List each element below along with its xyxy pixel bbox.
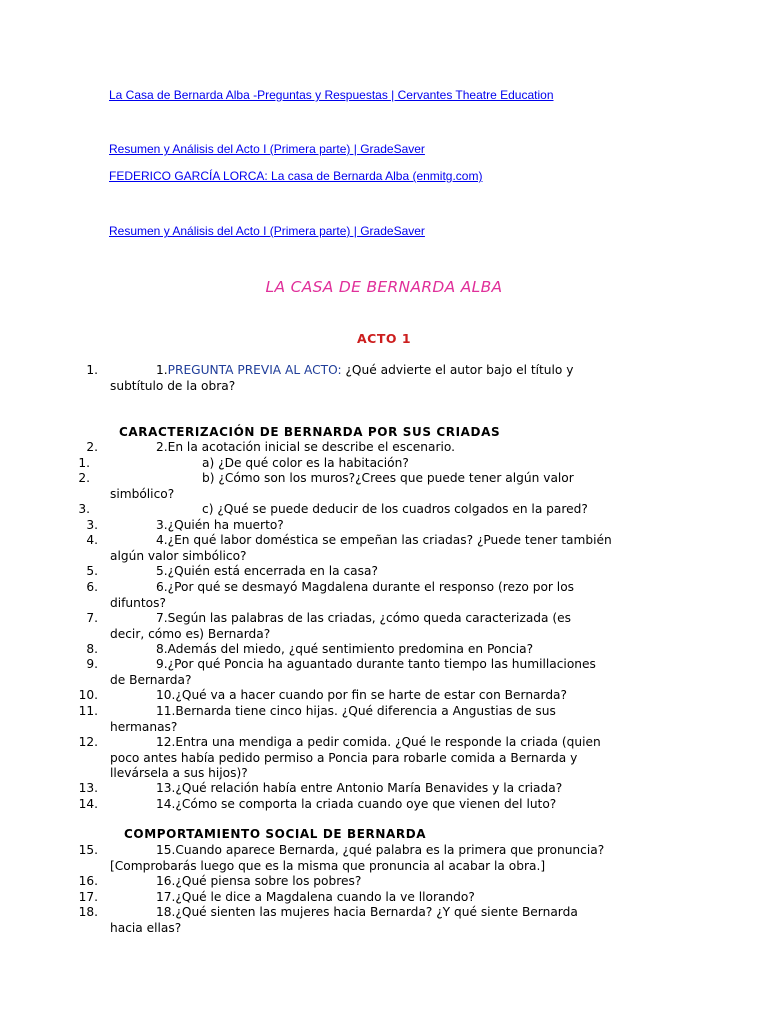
document-title: LA CASA DE BERNARDA ALBA [265,278,503,296]
item-line: llevársela a sus hijos)? [110,766,248,780]
link-enmitg[interactable]: FEDERICO GARCÍA LORCA: La casa de Bernarda Alba (enmitg.com) [109,169,483,183]
item-line: de Bernarda? [110,672,192,687]
item-line: 3.¿Quién ha muerto? [156,518,284,532]
item-text [110,781,638,797]
item-line: 6.¿Por qué se desmayó Magdalena durante el responso (rezo por los [156,580,575,594]
item-number: 15. [78,843,98,857]
item-number: 8. [86,642,98,656]
item-number: 11. [78,704,98,718]
item-line: 15.Cuando aparece Bernarda, ¿qué palabra es la primera que pronuncia? [156,843,605,857]
item-number: 10. [78,688,98,702]
section-heading-comportamiento: COMPORTAMIENTO SOCIAL DE BERNARDA [124,827,427,841]
item-text [110,657,638,688]
item-line: hermanas? [110,719,178,734]
item-number: 2. [86,440,98,454]
section-heading-criadas: CARACTERIZACIÓN DE BERNARDA POR SUS CRIADAS [119,425,501,439]
item-line: [Comprobarás luego que es la misma que pronuncia al acabar la obra.] [110,858,546,873]
item-text [110,688,638,704]
item-text [110,642,638,658]
item-number: 14. [78,797,98,811]
item-text [110,564,638,580]
item-number: 1. [78,456,90,470]
item-line: difuntos? [110,595,166,610]
item-text [110,797,638,813]
q1-highlight: PREGUNTA PREVIA AL ACTO: [167,363,342,377]
item-number: 18. [78,905,98,919]
item-line: a) ¿De qué color es la habitación? [202,456,409,470]
item-line: algún valor simbólico? [110,548,247,563]
item-line: 7.Según las palabras de las criadas, ¿cómo queda caracterizada (es [156,611,571,625]
item-line: decir, cómo es) Bernarda? [110,626,271,641]
item-line: b) ¿Cómo son los muros?¿Crees que puede tener algún valor [202,471,574,485]
item-line: 10.¿Qué va a hacer cuando por fin se harte de estar con Bernarda? [156,688,567,702]
item-number: 2. [78,471,90,485]
link-cervantes-theatre[interactable]: La Casa de Bernarda Alba -Preguntas y Respuestas | Cervantes Theatre Education [109,88,554,102]
item-number: 3. [86,518,98,532]
item-line: 12.Entra una mendiga a pedir comida. ¿Qué le responde la criada (quien [156,735,601,749]
link-gradesaver-1[interactable]: Resumen y Análisis del Acto I (Primera parte) | GradeSaver [109,142,425,156]
item-text [110,533,638,564]
item-text [110,704,638,735]
item-line: 8.Además del miedo, ¿qué sentimiento predomina en Poncia? [156,642,534,656]
item-number: 4. [86,533,98,547]
item-line: 5.¿Quién está encerrada en la casa? [156,564,378,578]
item-text [110,735,638,782]
item-line: poco antes había pedido permiso a Poncia para robarle comida a Bernarda y [110,750,578,765]
item-text [110,440,638,456]
item-line: subtítulo de la obra? [110,378,236,393]
item-line [110,363,573,377]
item-line: c) ¿Qué se puede deducir de los cuadros colgados en la pared? [202,502,588,516]
item-line: 16.¿Qué piensa sobre los pobres? [156,874,362,888]
item-number: 3. [78,502,90,516]
item-text [110,518,638,534]
item-text [110,363,638,394]
item-number: 16. [78,874,98,888]
item-line: 18.¿Qué sienten las mujeres hacia Bernarda? ¿Y qué siente Bernarda [156,905,578,919]
item-line: 17.¿Qué le dice a Magdalena cuando la ve llorando? [156,890,475,904]
item-line: 9.¿Por qué Poncia ha aguantado durante tanto tiempo las humillaciones [156,657,596,671]
item-number: 12. [78,735,98,749]
item-number: 17. [78,890,98,904]
item-text [110,905,638,936]
item-text [110,471,638,502]
link-gradesaver-2[interactable]: Resumen y Análisis del Acto I (Primera parte) | GradeSaver [109,224,425,238]
q1-rest: ¿Qué advierte el autor bajo el título y [341,363,574,377]
item-text [110,580,638,611]
item-text [110,456,638,472]
item-number: 5. [86,564,98,578]
item-number: 1. [86,363,98,377]
q1-prefix: 1. [156,363,168,377]
item-number: 13. [78,781,98,795]
item-number: 9. [86,657,98,671]
item-text [110,843,638,874]
item-line: 13.¿Qué relación había entre Antonio María Benavides y la criada? [156,781,563,795]
item-line: simbólico? [110,486,175,501]
item-text [110,611,638,642]
item-line: 4.¿En qué labor doméstica se empeñan las criadas? ¿Puede tener también [156,533,612,547]
item-text [110,874,638,890]
item-number: 6. [86,580,98,594]
item-text [110,890,638,906]
item-line: hacia ellas? [110,920,182,935]
item-line: 14.¿Cómo se comporta la criada cuando oye que vienen del luto? [156,797,557,811]
item-number: 7. [86,611,98,625]
act-heading: ACTO 1 [356,331,412,346]
item-text [110,502,638,518]
item-line: 11.Bernarda tiene cinco hijas. ¿Qué diferencia a Angustias de sus [156,704,556,718]
item-line: 2.En la acotación inicial se describe el escenario. [156,440,456,454]
